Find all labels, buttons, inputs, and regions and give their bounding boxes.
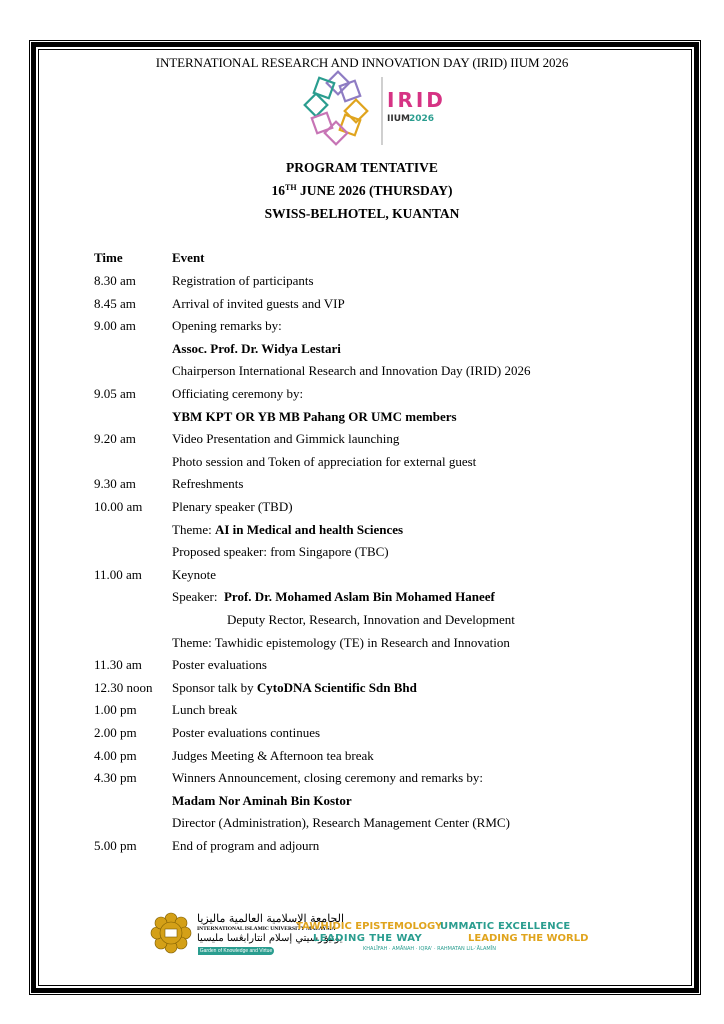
event-prefix: Speaker: <box>172 589 224 605</box>
slogan-leading-way: LEADING THE WAY <box>313 933 423 944</box>
row-event: Theme: Tawhidic epistemology (TE) in Research and Innovation <box>172 634 510 650</box>
iium-jawi-name: يونيۏرسيتي إسلام انتارابڠسا مليسيا <box>197 933 343 944</box>
iium-wordmark: IIUM <box>387 114 410 124</box>
date-rest: JUNE 2026 (THURSDAY) <box>299 183 453 198</box>
row-event: Keynote <box>172 566 217 582</box>
row-event: Plenary speaker (TBD) <box>172 499 293 514</box>
row-event: Chairperson International Research and Innovation Day (IRID) 2026 <box>172 363 531 379</box>
row-event: Refreshments <box>172 476 244 492</box>
column-header-time: Time <box>94 250 123 265</box>
date-suffix: TH <box>285 183 297 192</box>
row-time: 12.30 noon <box>94 679 153 695</box>
year-wordmark: 2026 <box>409 114 435 124</box>
row-event <box>172 589 495 605</box>
row-event: Video Presentation and Gimmick launching <box>172 431 400 447</box>
irid-logo <box>290 73 446 148</box>
irid-emblem-icon <box>305 72 368 145</box>
event-prefix: Sponsor talk by <box>172 679 257 695</box>
slogan-leading-world: LEADING THE WORLD <box>468 933 589 944</box>
row-event: Registration of participants <box>172 273 314 288</box>
row-time: 9.20 am <box>94 431 136 447</box>
row-time: 1.00 pm <box>94 702 137 718</box>
row-event: End of program and adjourn <box>172 838 320 853</box>
row-event: Madam Nor Aminah Bin Kostor <box>172 792 352 808</box>
event-emphasis: Prof. Dr. Mohamed Aslam Bin Mohamed Haneef <box>223 589 495 605</box>
row-time: 8.30 am <box>94 273 136 288</box>
row-event: YBM KPT OR YB MB Pahang OR UMC members <box>172 408 457 424</box>
iium-arabic-name: الجامعة الإسلامية العالمية ماليزيا <box>197 912 345 925</box>
iium-tagline: Garden of Knowledge and Virtue <box>199 948 273 954</box>
row-event: Opening remarks by: <box>172 318 282 334</box>
slogan-ummatic: UMMATIC EXCELLENCE <box>440 921 571 932</box>
event-prefix: Theme: <box>172 521 215 537</box>
row-event: Officiating ceremony by: <box>172 386 304 401</box>
row-event: Arrival of invited guests and VIP <box>172 295 345 311</box>
row-event: Poster evaluations <box>172 657 267 673</box>
row-event: Assoc. Prof. Dr. Widya Lestari <box>172 340 341 356</box>
event-emphasis: CytoDNA Scientific Sdn Bhd <box>256 679 417 695</box>
row-event: Director (Administration), Research Management Center (RMC) <box>172 815 510 831</box>
row-event <box>172 680 417 696</box>
program-title: PROGRAM TENTATIVE <box>286 160 438 175</box>
program-date <box>0 183 724 199</box>
iium-crest-icon <box>151 913 191 953</box>
row-event: Poster evaluations continues <box>172 725 321 740</box>
row-event: Proposed speaker: from Singapore (TBC) <box>172 544 389 560</box>
row-event: Winners Announcement, closing ceremony and remarks by: <box>172 770 484 786</box>
iium-tagline-bar <box>198 947 274 955</box>
iium-english-name: INTERNATIONAL ISLAMIC UNIVERSITY MALAYSIA <box>197 926 336 932</box>
row-event <box>172 522 403 538</box>
row-event: Judges Meeting & Afternoon tea break <box>172 747 374 763</box>
row-time: 9.05 am <box>94 386 136 401</box>
row-time: 9.30 am <box>94 476 136 492</box>
column-header-event: Event <box>172 250 205 265</box>
row-time: 11.30 am <box>94 657 142 673</box>
row-event: Photo session and Token of appreciation for external guest <box>172 453 477 469</box>
row-time: 5.00 pm <box>94 838 137 853</box>
irid-wordmark: IRID <box>387 88 446 112</box>
row-time: 9.00 am <box>94 318 136 334</box>
event-emphasis: AI in Medical and health Sciences <box>214 521 404 537</box>
row-time: 4.00 pm <box>94 747 137 763</box>
row-event: Deputy Rector, Research, Innovation and Development <box>227 612 515 627</box>
row-time: 4.30 pm <box>94 770 137 786</box>
row-event: Lunch break <box>172 702 238 718</box>
date-day: 16 <box>271 183 286 198</box>
slogan-tawhidic: TAWHIDIC EPISTEMOLOGY <box>296 921 443 932</box>
row-time: 10.00 am <box>94 499 143 514</box>
event-header: INTERNATIONAL RESEARCH AND INNOVATION DAY (IRID) IIUM 2026 <box>155 55 569 70</box>
program-venue: SWISS-BELHOTEL, KUANTAN <box>264 206 460 221</box>
values-line: KHALĪFAH · AMĀNAH · IQRA' · RAHMATAN LIL-ʿĀLAMĪN <box>363 946 496 952</box>
row-time: 11.00 am <box>94 566 142 582</box>
row-time: 2.00 pm <box>94 725 137 740</box>
row-time: 8.45 am <box>94 295 136 311</box>
